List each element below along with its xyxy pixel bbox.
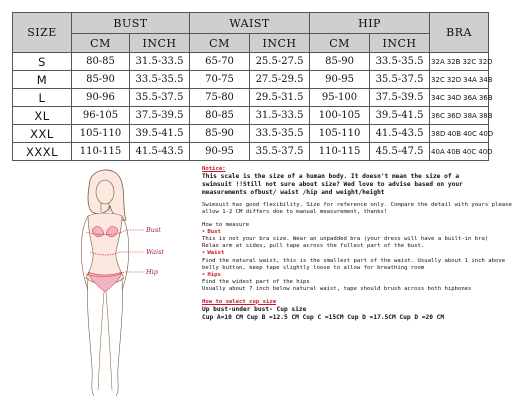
waist-cm: 85-90 <box>190 125 250 143</box>
bra-sizes <box>430 53 493 71</box>
bra-size: 32A <box>431 57 445 66</box>
bra-size: 40D <box>478 147 493 156</box>
unit-header-row <box>13 34 489 53</box>
bra-size: 36A <box>463 93 477 102</box>
table-row <box>13 143 489 161</box>
table-row <box>13 71 489 89</box>
hips-heading <box>202 272 498 279</box>
bust-cm: 90-96 <box>72 89 130 107</box>
waist-heading-text: Waist <box>207 250 225 257</box>
notice-line: swimsuit !!Still not sure about size? Wed love to advise based on your <box>202 181 463 189</box>
header-row <box>13 13 489 34</box>
bra-sizes <box>430 125 494 143</box>
bust-cm-header: CM <box>72 34 130 53</box>
arrow-right-icon: ➤ <box>202 272 206 279</box>
bra-size: 40C <box>463 129 477 138</box>
bra-size: 34A <box>463 75 477 84</box>
hip-cm: 105-110 <box>310 125 370 143</box>
table-row <box>13 53 489 71</box>
hip-cm: 90-95 <box>310 71 370 89</box>
bra-size: 40B <box>447 129 462 138</box>
bra-size: 40A <box>431 147 445 156</box>
hip-cm: 95-100 <box>310 89 370 107</box>
bra-size: 32C <box>462 57 477 66</box>
waist-inch: 25.5-27.5 <box>250 53 310 71</box>
bust-cm: 85-90 <box>72 71 130 89</box>
table-row <box>13 89 489 107</box>
bra-size: 38D <box>431 129 446 138</box>
bra-sizes <box>430 107 493 125</box>
waist-heading <box>202 250 498 257</box>
size-label: M <box>13 71 72 89</box>
bra-sizes <box>430 143 493 161</box>
bra-header: BRA <box>430 13 489 53</box>
head-shape <box>96 180 114 204</box>
waist-inch-header: INCH <box>250 34 310 53</box>
size-label: XXXL <box>13 143 72 161</box>
waist-cm: 90-95 <box>190 143 250 161</box>
cup-size-formula: Up bust-under bust- Cup size <box>202 305 307 313</box>
notice-title: Notice: <box>202 166 226 172</box>
hips-instruction: Usually about 7 inch below natural waist, tape should brush across both hipbones <box>202 286 472 293</box>
waist-cm-header: CM <box>190 34 250 53</box>
how-to-measure-heading: How to measure <box>202 221 250 228</box>
hip-inch: 35.5-37.5 <box>370 71 430 89</box>
bra-size: 40D <box>478 129 494 138</box>
hip-label: Hip <box>146 268 158 276</box>
bust-header: BUST <box>72 13 190 34</box>
waist-header: WAIST <box>190 13 310 34</box>
bra-sizes <box>430 71 493 89</box>
measurement-figure <box>60 168 200 400</box>
hip-inch-header: INCH <box>370 34 430 53</box>
bra-sizes <box>430 89 493 107</box>
hip-cm-header: CM <box>310 34 370 53</box>
bust-cm: 105-110 <box>72 125 130 143</box>
waist-instruction: belly button, keep tape slightly loose to allow for breathing room <box>202 264 425 271</box>
measuring-instructions <box>202 166 512 322</box>
bust-inch: 35.5-37.5 <box>130 89 190 107</box>
left-leg <box>87 278 94 396</box>
bra-size: 36B <box>478 93 493 102</box>
cup-size-heading: How to select cup size <box>202 298 277 305</box>
woman-figure-illustration <box>60 168 200 400</box>
size-label: L <box>13 89 72 107</box>
bra-size: 34D <box>446 93 462 102</box>
hips-instruction: Find the widest part of the hips <box>202 279 310 286</box>
waist-inch: 29.5-31.5 <box>250 89 310 107</box>
hip-inch: 41.5-43.5 <box>370 125 430 143</box>
hip-cm: 110-115 <box>310 143 370 161</box>
bust-cm: 96-105 <box>72 107 130 125</box>
bra-size: 32D <box>446 75 462 84</box>
bust-heading-text: Bust <box>207 228 221 235</box>
size-label: XL <box>13 107 72 125</box>
hip-inch: 45.5-47.5 <box>370 143 430 161</box>
bra-size: 36C <box>431 111 445 120</box>
waist-inch: 33.5-35.5 <box>250 125 310 143</box>
bra-size: 36D <box>446 111 462 120</box>
bra-size: 32D <box>478 57 493 66</box>
waist-instruction: Find the natural waist, this is the smallest part of the waist. Usually about 1 inch above <box>202 257 506 264</box>
hip-cm: 100-105 <box>310 107 370 125</box>
arrow-right-icon: ➤ <box>202 228 206 235</box>
arrow-right-icon: ➤ <box>202 250 206 257</box>
waist-cm: 80-85 <box>190 107 250 125</box>
waist-inch: 27.5-29.5 <box>250 71 310 89</box>
bra-size: 40B <box>446 147 461 156</box>
cup-size-values: Cup A=10 CM Cup B =12.5 CM Cup C =15CM Cup D =17.5CM Cup D =20 CM <box>202 313 445 321</box>
bust-heading <box>202 229 498 236</box>
bust-inch: 31.5-33.5 <box>130 53 190 71</box>
bra-size: 32B <box>446 57 461 66</box>
bra-size: 40C <box>462 147 477 156</box>
flexibility-note: Swimsuit has good flexibility. Size for reference only. Compare the detail with yours please <box>202 202 512 209</box>
bust-instruction: Relax arm at sides, pull tape across the fullest part of the bust. <box>202 243 425 250</box>
bra-size: 38A <box>463 111 477 120</box>
table-row <box>13 107 489 125</box>
waist-cm: 65-70 <box>190 53 250 71</box>
bust-inch: 39.5-41.5 <box>130 125 190 143</box>
size-chart-table <box>12 12 494 161</box>
bra-size: 34C <box>431 93 445 102</box>
bust-instruction: This is not your bra size. Wear an unpadded bra (your dress will have a built-in bra) <box>202 236 489 243</box>
waist-inch: 35.5-37.5 <box>250 143 310 161</box>
bust-label: Bust <box>146 226 161 234</box>
hip-cm: 85-90 <box>310 53 370 71</box>
right-leg <box>116 278 123 396</box>
bust-inch-header: INCH <box>130 34 190 53</box>
waist-inch: 31.5-33.5 <box>250 107 310 125</box>
bust-cm: 80-85 <box>72 53 130 71</box>
hip-inch: 39.5-41.5 <box>370 107 430 125</box>
bust-inch: 41.5-43.5 <box>130 143 190 161</box>
hip-inch: 33.5-35.5 <box>370 53 430 71</box>
size-label: S <box>13 53 72 71</box>
size-label: XXL <box>13 125 72 143</box>
waist-label: Waist <box>146 248 165 256</box>
bra-size: 38B <box>478 111 493 120</box>
bust-inch: 37.5-39.5 <box>130 107 190 125</box>
hips-heading-text: Hips <box>207 272 221 279</box>
notice-line: This scale is the size of a human body. It doesn't mean the size of a <box>202 173 460 181</box>
bust-inch: 33.5-35.5 <box>130 71 190 89</box>
waist-cm: 70-75 <box>190 71 250 89</box>
waist-cm: 75-80 <box>190 89 250 107</box>
hip-inch: 37.5-39.5 <box>370 89 430 107</box>
hip-header: HIP <box>310 13 430 34</box>
bra-size: 34B <box>478 75 493 84</box>
bust-cm: 110-115 <box>72 143 130 161</box>
inner-legs <box>98 292 112 390</box>
size-header: SIZE <box>13 13 72 53</box>
notice-line: measurements ofbust/ waist /hip and weight/height <box>202 189 385 197</box>
table-row <box>13 125 489 143</box>
flexibility-note: allow 1-2 CM differs doe to manual measurement, thanks! <box>202 209 388 216</box>
bra-size: 32C <box>431 75 445 84</box>
